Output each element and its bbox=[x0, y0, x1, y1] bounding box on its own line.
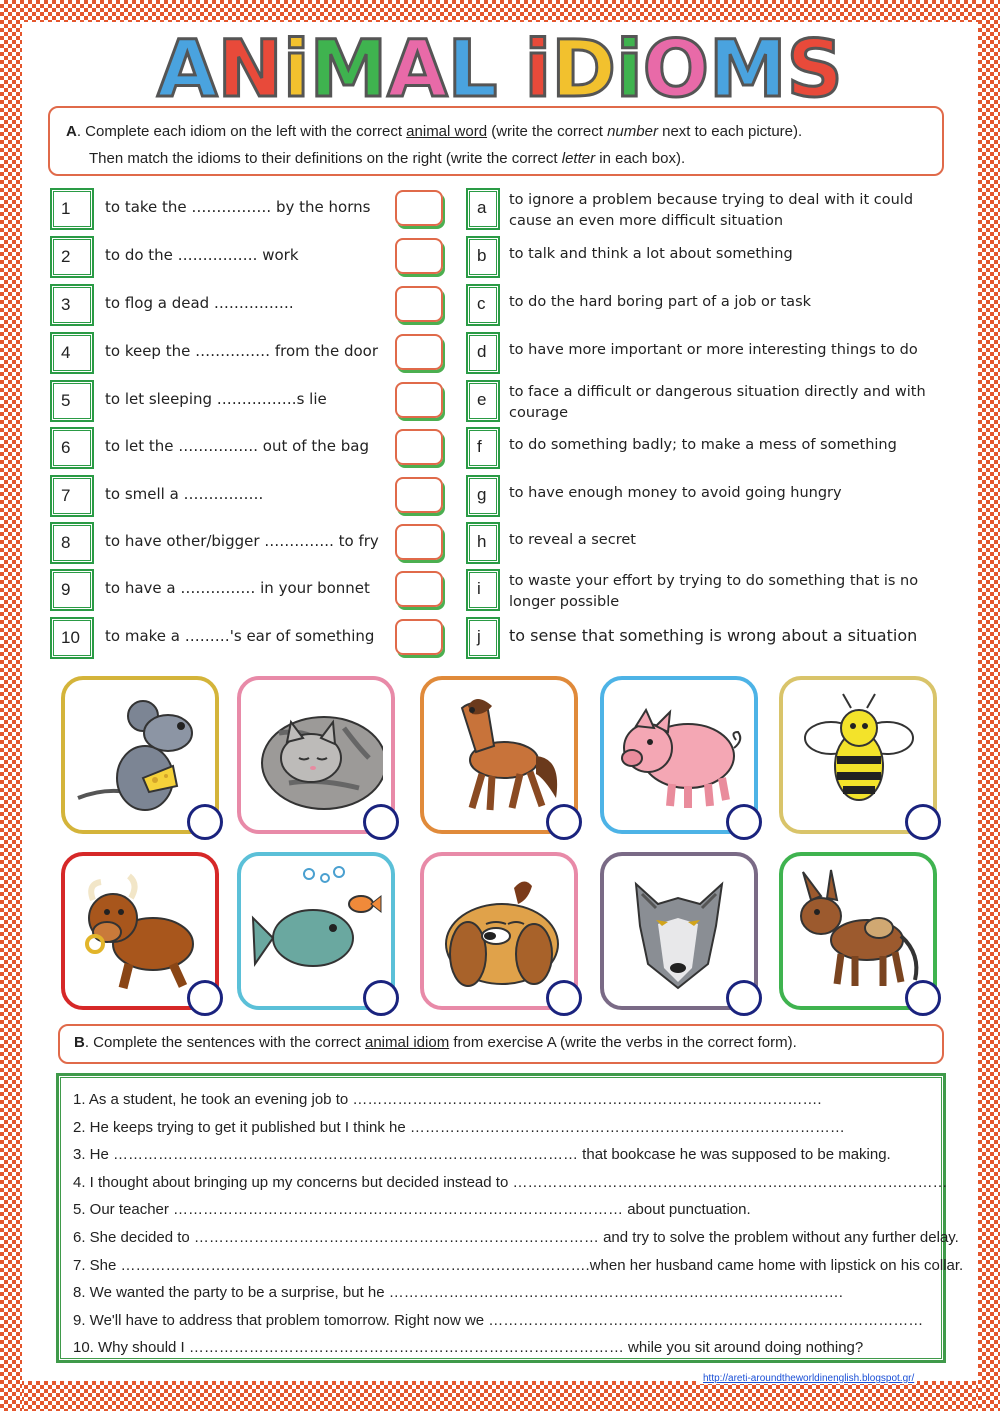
picture-bull bbox=[61, 852, 219, 1010]
definition-text: to sense that something is wrong about a situation bbox=[509, 626, 918, 645]
definition-text: to do the hard boring part of a job or task bbox=[509, 294, 812, 310]
dog-icon bbox=[432, 864, 566, 998]
answer-box[interactable] bbox=[395, 429, 443, 465]
section-b-instructions bbox=[58, 1024, 944, 1064]
definition-letter: j bbox=[466, 617, 500, 659]
instruction-italic: letter bbox=[561, 150, 596, 167]
answer-box[interactable] bbox=[395, 477, 443, 513]
definition-letter: a bbox=[466, 188, 500, 230]
idiom-number: 8 bbox=[50, 522, 94, 564]
sentence: 6. She decided to ……………………………………………………………………… and try to solve the problem without any further delay. bbox=[73, 1228, 959, 1246]
title-letter: N bbox=[217, 26, 283, 106]
picture-rat bbox=[61, 676, 219, 834]
idiom-number: 4 bbox=[50, 332, 94, 374]
title-letter: A bbox=[387, 26, 448, 106]
definition-text: to have enough money to avoid going hungry bbox=[509, 485, 842, 501]
definition-letter: h bbox=[466, 522, 500, 564]
definition-letter: b bbox=[466, 236, 500, 278]
definition-letter: e bbox=[466, 380, 500, 422]
definition-letter: d bbox=[466, 332, 500, 374]
wolf-icon bbox=[612, 864, 746, 998]
definition-text: to face a difficult or dangerous situation directly and with courage bbox=[509, 384, 926, 421]
idiom-row bbox=[50, 475, 950, 521]
page-title bbox=[95, 26, 905, 106]
instruction-text: in each box). bbox=[595, 150, 686, 167]
definition-text: to reveal a secret bbox=[509, 532, 636, 548]
checkered-border-right bbox=[978, 0, 1000, 1411]
definition-letter: f bbox=[466, 427, 500, 469]
picture-bee bbox=[779, 676, 937, 834]
title-letter: S bbox=[786, 26, 843, 106]
title-letter: i bbox=[282, 26, 310, 106]
picture-cat bbox=[237, 676, 395, 834]
sentence: 9. We'll have to address that problem tomorrow. Right now we …………………………………………………………………………… bbox=[73, 1311, 924, 1329]
donkey-icon bbox=[791, 864, 925, 998]
fish-icon bbox=[249, 864, 383, 998]
answer-circle[interactable] bbox=[546, 980, 582, 1016]
idiom-text: to let sleeping …………….s lie bbox=[105, 390, 327, 408]
answer-circle[interactable] bbox=[187, 804, 223, 840]
idiom-text: to smell a ……………. bbox=[105, 485, 264, 503]
idiom-text: to make a ………'s ear of something bbox=[105, 627, 375, 645]
picture-dog bbox=[420, 852, 578, 1010]
idiom-number: 10 bbox=[50, 617, 94, 659]
answer-box[interactable] bbox=[395, 619, 443, 655]
instruction-text: Then match the idioms to their definitions on the right (write the correct bbox=[89, 150, 562, 167]
checkered-border-top bbox=[0, 0, 1000, 22]
bull-icon bbox=[73, 864, 207, 998]
sentence: 8. We wanted the party to be a surprise, but he ………………………………………………………………………………. bbox=[73, 1284, 843, 1302]
picture-horse bbox=[420, 676, 578, 834]
sentence: 10. Why should I …………………………………………………………………………… while you sit around doing nothing? bbox=[73, 1339, 864, 1357]
answer-circle[interactable] bbox=[187, 980, 223, 1016]
idiom-text: to keep the …………… from the door bbox=[105, 342, 378, 360]
answer-box[interactable] bbox=[395, 190, 443, 226]
picture-donkey bbox=[779, 852, 937, 1010]
instruction-text: from exercise A (write the verbs in the correct form). bbox=[449, 1034, 797, 1051]
sentence: 4. I thought about bringing up my concerns but decided instead to …………………………………………………………………………… bbox=[73, 1173, 948, 1191]
definition-text: to have more important or more interesting things to do bbox=[509, 342, 918, 358]
idiom-text: to have a …………… in your bonnet bbox=[105, 579, 370, 597]
instruction-text: next to each picture). bbox=[657, 123, 803, 140]
rat-icon bbox=[73, 688, 207, 822]
definition-text: to ignore a problem because trying to deal with it could cause an even more difficult situation bbox=[509, 192, 914, 229]
answer-circle[interactable] bbox=[363, 804, 399, 840]
answer-circle[interactable] bbox=[905, 804, 941, 840]
answer-box[interactable] bbox=[395, 286, 443, 322]
definition-letter: g bbox=[466, 475, 500, 517]
definition-letter: c bbox=[466, 284, 500, 326]
answer-box[interactable] bbox=[395, 334, 443, 370]
footer-url-link[interactable]: http://areti-aroundtheworldinenglish.blogspot.gr/ bbox=[700, 1373, 917, 1384]
definition-text: to talk and think a lot about something bbox=[509, 246, 793, 262]
title-letter: D bbox=[551, 26, 616, 106]
definition-text: to do something badly; to make a mess of something bbox=[509, 437, 897, 453]
answer-box[interactable] bbox=[395, 571, 443, 607]
answer-circle[interactable] bbox=[726, 804, 762, 840]
instruction-underlined: animal word bbox=[406, 123, 488, 140]
instruction-underlined: animal idiom bbox=[364, 1034, 450, 1051]
sentence: 5. Our teacher ……………………………………………………………………………… about punctuation. bbox=[73, 1201, 751, 1219]
title-letter: O bbox=[642, 26, 710, 106]
sentences-box bbox=[56, 1073, 964, 1363]
answer-circle[interactable] bbox=[726, 980, 762, 1016]
section-a-letter: A bbox=[66, 123, 77, 140]
idiom-text: to take the ……………. by the horns bbox=[105, 198, 371, 216]
idiom-text: to have other/bigger ………….. to fry bbox=[105, 532, 379, 550]
picture-pig bbox=[600, 676, 758, 834]
checkered-border-bottom bbox=[0, 1381, 1000, 1411]
answer-box[interactable] bbox=[395, 524, 443, 560]
title-letter: M bbox=[709, 26, 787, 106]
idiom-row bbox=[50, 236, 950, 282]
idiom-text: to do the ……………. work bbox=[105, 246, 299, 264]
title-letter: i bbox=[615, 26, 643, 106]
instruction-text: . Complete the sentences with the correct bbox=[84, 1034, 365, 1051]
idiom-number: 1 bbox=[50, 188, 94, 230]
idiom-number: 2 bbox=[50, 236, 94, 278]
idiom-number: 3 bbox=[50, 284, 94, 326]
section-a-instructions bbox=[48, 106, 944, 176]
title-letter: A bbox=[157, 26, 218, 106]
answer-box[interactable] bbox=[395, 238, 443, 274]
sentence: 2. He keeps trying to get it published but I think he …………………………………………………………………………… bbox=[73, 1118, 845, 1136]
definition-text: to waste your effort by trying to do something that is no longer possible bbox=[509, 573, 919, 610]
section-b-letter: B bbox=[74, 1034, 85, 1051]
idiom-number: 7 bbox=[50, 475, 94, 517]
answer-circle[interactable] bbox=[363, 980, 399, 1016]
horse-icon bbox=[432, 688, 566, 822]
answer-circle[interactable] bbox=[905, 980, 941, 1016]
idiom-row bbox=[50, 332, 950, 378]
pig-icon bbox=[612, 688, 746, 822]
checkered-border-left bbox=[0, 0, 22, 1411]
instruction-text: (write the correct bbox=[487, 123, 608, 140]
picture-wolf bbox=[600, 852, 758, 1010]
idiom-row bbox=[50, 617, 950, 663]
idiom-row bbox=[50, 569, 950, 615]
idiom-row bbox=[50, 522, 950, 568]
definition-letter: i bbox=[466, 569, 500, 611]
bee-icon bbox=[791, 688, 925, 822]
idiom-row bbox=[50, 284, 950, 330]
title-letter: M bbox=[309, 26, 388, 106]
title-letter bbox=[497, 26, 524, 106]
cat-icon bbox=[249, 688, 383, 822]
idiom-text: to let the ……………. out of the bag bbox=[105, 437, 369, 455]
instruction-italic: number bbox=[607, 123, 658, 140]
picture-fish bbox=[237, 852, 395, 1010]
idiom-row bbox=[50, 427, 950, 473]
idiom-text: to flog a dead ……………. bbox=[105, 294, 294, 312]
sentence: 3. He ………………………………………………………………………………… that bookcase he was supposed to be making. bbox=[73, 1146, 891, 1164]
sentence: 7. She ………………………………………………………………………………….when her husband came home with lipstick on his collar. bbox=[73, 1256, 964, 1274]
idiom-number: 9 bbox=[50, 569, 94, 611]
title-letter: i bbox=[524, 26, 552, 106]
title-letter: L bbox=[447, 26, 498, 106]
instruction-text: . Complete each idiom on the left with the correct bbox=[76, 123, 407, 140]
answer-box[interactable] bbox=[395, 382, 443, 418]
idiom-row bbox=[50, 188, 950, 234]
sentence: 1. As a student, he took an evening job to …………………………………………………………………………………. bbox=[73, 1091, 822, 1108]
idiom-row bbox=[50, 380, 950, 426]
idiom-number: 6 bbox=[50, 427, 94, 469]
page-title-text bbox=[157, 26, 843, 106]
idiom-number: 5 bbox=[50, 380, 94, 422]
answer-circle[interactable] bbox=[546, 804, 582, 840]
